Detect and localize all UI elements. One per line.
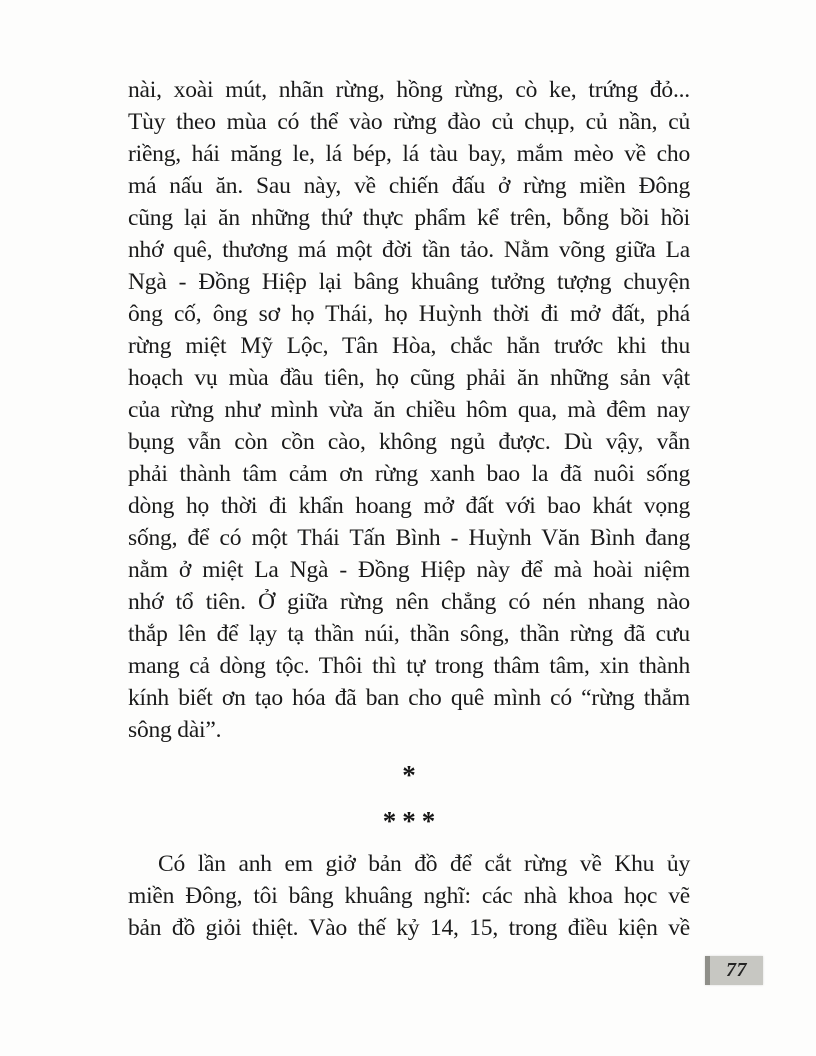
section-separator bbox=[128, 760, 690, 836]
text-line: dòng họ thời đi khẩn hoang mở đất với bao khát vọng bbox=[128, 493, 690, 519]
text-line: ông cố, ông sơ họ Thái, họ Huỳnh thời đi mở đất, phá bbox=[128, 301, 690, 327]
text-line: cũng lại ăn những thứ thực phẩm kể trên, bỗng bồi hồi bbox=[128, 205, 690, 231]
text-line: hoạch vụ mùa đầu tiên, họ cũng phải ăn những sản vật bbox=[128, 365, 690, 391]
separator-single-asterisk: * bbox=[402, 760, 416, 790]
paragraph-1 bbox=[128, 74, 690, 746]
page-number: 77 bbox=[726, 959, 747, 981]
text-line: miền Đông, tôi bâng khuâng nghĩ: các nhà khoa học vẽ bbox=[128, 883, 690, 909]
text-line: má nấu ăn. Sau này, về chiến đấu ở rừng miền Đông bbox=[128, 173, 690, 199]
separator-triple-asterisk: *** bbox=[382, 806, 442, 836]
text-line: Ngà - Đồng Hiệp lại bâng khuâng tưởng tượng chuyện bbox=[128, 269, 690, 295]
text-line: bản đồ giỏi thiệt. Vào thế kỷ 14, 15, trong điều kiện về bbox=[128, 915, 690, 941]
text-line: kính biết ơn tạo hóa đã ban cho quê mình có “rừng thẳm bbox=[128, 685, 690, 711]
text-line: sống, để có một Thái Tấn Bình - Huỳnh Văn Bình đang bbox=[128, 525, 690, 551]
text-line: mang cả dòng tộc. Thôi thì tự trong thâm tâm, xin thành bbox=[128, 653, 690, 679]
text-line: nài, xoài mút, nhãn rừng, hồng rừng, cò ke, trứng đỏ... bbox=[128, 77, 690, 103]
page-number-box bbox=[705, 956, 763, 985]
text-line: rừng miệt Mỹ Lộc, Tân Hòa, chắc hẳn trước khi thu bbox=[128, 333, 690, 359]
text-line: nhớ tổ tiên. Ở giữa rừng nên chẳng có nén nhang nào bbox=[128, 589, 690, 615]
text-line: sông dài”. bbox=[128, 717, 222, 743]
text-line: Có lần anh em giở bản đồ để cắt rừng về Khu ủy bbox=[158, 851, 690, 877]
text-line: riềng, hái măng le, lá bép, lá tàu bay, mắm mèo về cho bbox=[128, 141, 690, 167]
text-line: Tùy theo mùa có thể vào rừng đào củ chụp, củ nần, củ bbox=[128, 109, 690, 135]
text-line: thắp lên để lạy tạ thần núi, thần sông, thần rừng đã cưu bbox=[128, 621, 690, 647]
page-text-block bbox=[128, 74, 690, 944]
text-line: phải thành tâm cảm ơn rừng xanh bao la đã nuôi sống bbox=[128, 461, 690, 487]
text-line: nhớ quê, thương má một đời tần tảo. Nằm võng giữa La bbox=[128, 237, 690, 263]
paragraph-2 bbox=[128, 848, 690, 944]
text-line: bụng vẫn còn cồn cào, không ngủ được. Dù vậy, vẫn bbox=[128, 429, 690, 455]
text-line: của rừng như mình vừa ăn chiều hôm qua, mà đêm nay bbox=[128, 397, 690, 423]
text-line: nằm ở miệt La Ngà - Đồng Hiệp này để mà hoài niệm bbox=[128, 557, 690, 583]
